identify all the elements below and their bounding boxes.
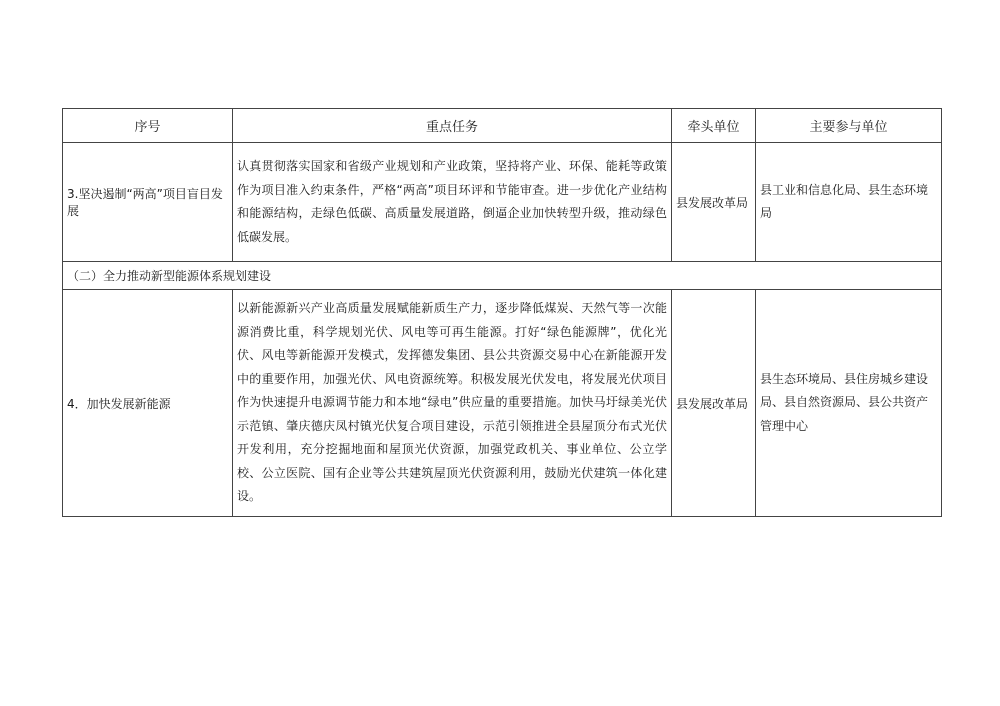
row-lead-unit: 县发展改革局 (672, 290, 756, 517)
row-lead-unit: 县发展改革局 (672, 143, 756, 262)
key-tasks-table (62, 108, 942, 517)
row-participants: 县生态环境局、县住房城乡建设局、县自然资源局、县公共资产管理中心 (756, 290, 942, 517)
table-row (63, 143, 942, 262)
header-participating-units: 主要参与单位 (756, 109, 942, 143)
section-row (63, 262, 942, 290)
row-task: 认真贯彻落实国家和省级产业规划和产业政策，坚持将产业、环保、能耗等政策作为项目准入约束条件，严格“两高”项目环评和节能审查。进一步优化产业结构和能源结构，走绿色低碳、高质量发展道路，倒逼企业加快转型升级，推动绿色低碳发展。 (233, 143, 672, 262)
header-lead-unit: 牵头单位 (672, 109, 756, 143)
section-title: （二）全力推动新型能源体系规划建设 (63, 262, 942, 290)
header-index: 序号 (63, 109, 233, 143)
table-header-row (63, 109, 942, 143)
header-key-task: 重点任务 (233, 109, 672, 143)
table-row (63, 290, 942, 517)
row-index: 4．加快发展新能源 (63, 290, 233, 517)
row-index: 3.坚决遏制“两高”项目盲目发展 (63, 143, 233, 262)
row-participants: 县工业和信息化局、县生态环境局 (756, 143, 942, 262)
row-task: 以新能源新兴产业高质量发展赋能新质生产力，逐步降低煤炭、天然气等一次能源消费比重，科学规划光伏、风电等可再生能源。打好“绿色能源牌”，优化光伏、风电等新能源开发模式，发挥德发集团、县公共资源交易中心在新能源开发中的重要作用，加强光伏、风电资源统筹。积极发展光伏发电，将发展光伏项目作为快速提升电源调节能力和本地“绿电”供应量的重要措施。加快马圩绿美光伏示范镇、肇庆德庆凤村镇光伏复合项目建设，示范引领推进全县屋顶分布式光伏开发利用，充分挖掘地面和屋顶光伏资源，加强党政机关、事业单位、公立学校、公立医院、国有企业等公共建筑屋顶光伏资源利用，鼓励光伏建筑一体化建设。 (233, 290, 672, 517)
